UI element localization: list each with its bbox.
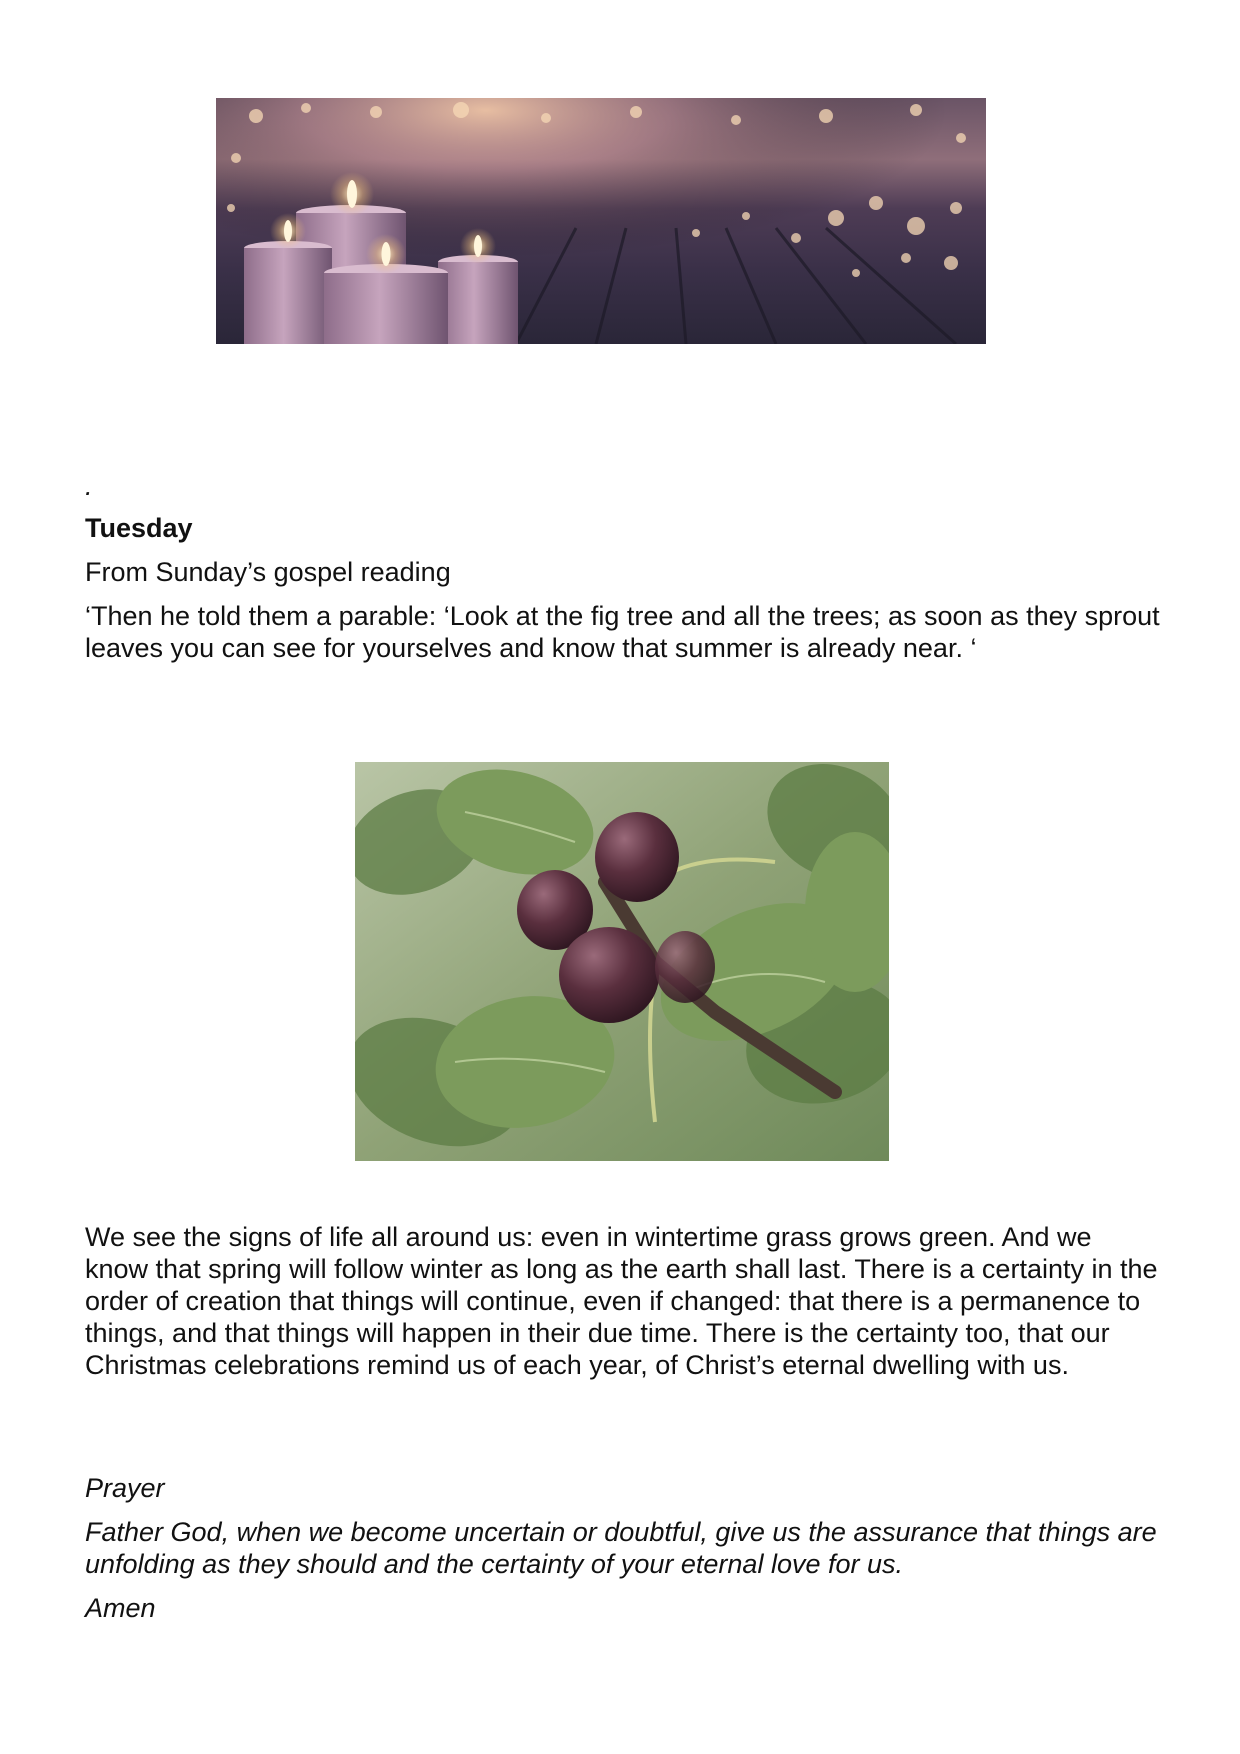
day-heading: Tuesday	[85, 513, 193, 543]
fig-tree-image	[355, 762, 889, 1161]
stray-mark: .	[85, 471, 93, 501]
gospel-source-line: From Sunday’s gospel reading	[85, 557, 451, 587]
reflection-paragraph: We see the signs of life all around us: even in wintertime grass grows green. And we know that spring will follow winter as long as the earth shall last. There is a certainty in the order of creation that things will continue, even if changed: that there is a permanence to things, and that things will happen in their due time. There is the certainty too, that our Christmas celebrations remind us of each year, of Christ’s eternal dwelling with us.	[85, 1222, 1158, 1380]
prayer-heading: Prayer	[85, 1473, 165, 1503]
scripture-quote: ‘Then he told them a parable: ‘Look at the fig tree and all the trees; as soon as they sprout leaves you can see for yourselves and know that summer is already near. ‘	[85, 601, 1160, 663]
prayer-text: Father God, when we become uncertain or doubtful, give us the assurance that things are unfolding as they should and the certainty of your eternal love for us.	[85, 1517, 1157, 1579]
candles-banner-image	[216, 98, 986, 344]
prayer-closing: Amen	[85, 1593, 156, 1623]
